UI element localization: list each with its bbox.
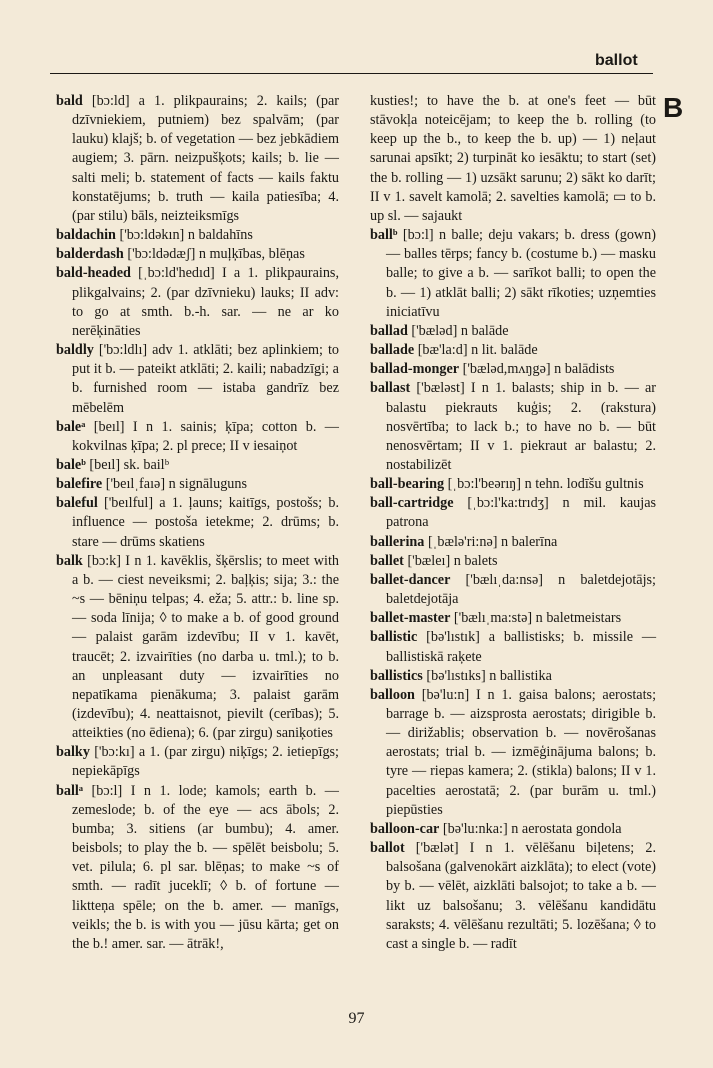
dictionary-entry <box>370 341 656 360</box>
dictionary-entry <box>56 264 339 341</box>
dictionary-entry <box>370 686 656 820</box>
entry-headword: ballᵃ <box>56 782 84 799</box>
entry-body: ['beılful] a 1. ļauns; kaitīgs, postošs; b. influence — postoša ietekme; 2. drūms; b. stare — drūms skatiens <box>72 495 339 550</box>
dictionary-entry <box>56 92 339 226</box>
dictionary-entry <box>370 571 656 609</box>
entry-body: ['bæləd] n balāde <box>411 322 509 339</box>
entry-body: [beıl] I n 1. sainis; ķīpa; cotton b. — kokvilnas ķīpa; 2. pl prece; II v iesaiņot <box>72 418 339 454</box>
entry-headword: ballet-master <box>370 610 451 627</box>
entry-body: ['beılˌfaıə] n signāluguns <box>105 476 248 493</box>
page-number: 97 <box>348 1010 365 1027</box>
dictionary-entry <box>370 533 656 552</box>
entry-body: [bɔ:ld] a 1. plikpaurains; 2. kails; (par dzīvniekiem, putniem) bez spalvām; (par lauku) klajš; b. of vegetation — bez jebkādiem augiem; 3. pārn. neizpušķots; kails; b. lie — salti meli; b. statement of facts — kails faktu konstatējums; b. truth — kaila patiesība; 4. (par stilu) bāls, neizteiksmīgs <box>72 93 339 224</box>
dictionary-entry <box>370 839 656 954</box>
entry-body: [bə'lıstık] a ballistisks; b. missile — ballistiskā raķete <box>386 629 657 665</box>
dictionary-entry <box>56 475 339 494</box>
entry-body: [ˌbælə'ri:nə] n balerīna <box>427 533 558 550</box>
entry-headword: ballad-monger <box>370 361 460 378</box>
entry-body: [bɔ:k] I n 1. kavēklis, šķērslis; to meet with a b. — ciest neveiksmi; 2. baļķis; sija; 3.: the ~s — bēniņu telpas; 4. eža; 5. attr.: b. line sp. — soda līnija; ◊ to make a b. of good ground — palaist garām izdevību; II v 1. kavēt, traucēt; 2. izvairīties (no darba u. tml.); to b. an unpleasant duty — izvairīties no nepatīkama pienākuma; 3. palaist garām (izdevību); 4. neattaisnot, pievilt (cerības); 5. atteikties (no ēdiena); 6. (par zirgu) saniķoties <box>72 552 339 742</box>
entry-body: ['bɔ:ldədæʃ] n muļķības, blēņas <box>127 246 305 263</box>
entry-body: [ˌbɔ:l'beərıŋ] n tehn. lodīšu gultnis <box>447 476 644 493</box>
dictionary-entry <box>370 226 656 322</box>
entry-body: ['bæləst] I n 1. balasts; ship in b. — ar balastu piekrauts kuģis; 2. (rakstura) nosvērtība; to lack b.; to have no b. — būt nenosvērtam; II v 1. piekraut ar balastu; 2. nostabilizēt <box>386 380 656 473</box>
dictionary-entry <box>56 245 339 264</box>
entry-headword: ballade <box>370 342 415 359</box>
right-column <box>370 92 656 954</box>
dictionary-entry <box>56 743 339 781</box>
entry-body: [bɔ:l] n balle; deju vakars; b. dress (gown) — balles tērps; fancy b. (costume b.) — masku balle; to give a b. — sarīkot balli; to open the b. — 1) atklāt balli; 2) sākt rīkoties; uzņemties iniciatīvu <box>386 227 656 320</box>
entry-body: [bæ'la:d] n lit. balāde <box>417 342 538 359</box>
running-head: ballot <box>595 52 638 69</box>
dictionary-entry <box>370 360 656 379</box>
entry-headword: balderdash <box>56 246 124 263</box>
dictionary-entry <box>370 494 656 532</box>
dictionary-entry <box>56 494 339 551</box>
dictionary-entry <box>56 552 339 744</box>
entry-headword: balefire <box>56 476 103 493</box>
entry-headword: ballast <box>370 380 411 397</box>
dictionary-entry <box>56 456 339 475</box>
dictionary-entry <box>56 418 339 456</box>
entry-body: ['bæleı] n balets <box>407 552 498 569</box>
dictionary-entry <box>56 782 339 954</box>
entry-headword: bald-headed <box>56 265 131 282</box>
dictionary-entry <box>370 628 656 666</box>
entry-body: kusties!; to have the b. at one's feet — būt stāvokļa noteicējam; to keep the b. rolling (to keep up the b., to keep the b. up) — 1) neļaut sarunai apsīkt; 2) turpināt ko iesāktu; to start (set) the b. rolling — 1) uzsākt sarunu; 2) sākt ko darīt; II v 1. savelt kamolā; 2. savelties kamolā; ▭ to b. up sl. — sajaukt <box>370 93 656 224</box>
entry-body: [bɔ:l] I n 1. lode; kamols; earth b. — zemeslode; b. of the eye — acs ābols; 2. bumba; 3. sitiens (ar bumbu); 4. amer. beisbols; to play the b. — spēlēt beisbolu; 5. vet. pilula; 6. pl sar. blēņas; to make ~s of smth. — radīt juceklī; ◊ b. of fortune — liktteņa spēle; on the b. amer. — manīgs, veikls; the b. is with you — jūsu kārta; get on the b.! amer. sar. — ātrāk!, <box>72 782 339 952</box>
entry-headword: ball-bearing <box>370 476 445 493</box>
entry-headword: baleᵇ <box>56 456 86 473</box>
entry-headword: baldly <box>56 342 94 359</box>
entry-headword: baleful <box>56 495 98 512</box>
entry-headword: ballistic <box>370 629 418 646</box>
entry-headword: ballot <box>370 840 405 857</box>
entry-headword: balloon-car <box>370 820 440 837</box>
entry-headword: ballet-dancer <box>370 571 451 588</box>
entry-body: ['bæləd,mʌŋgə] n balādists <box>462 361 615 378</box>
dictionary-entry <box>370 322 656 341</box>
entry-body: [ˌbɔ:ld'hedıd] I a 1. plikpaurains, plikgalvains; 2. (par dzīvnieku) lauks; II adv: to go at smth. b.-h. sar. — ne ar ko nerēķināties <box>72 265 340 339</box>
entry-headword: ballerina <box>370 533 425 550</box>
dictionary-entry <box>370 552 656 571</box>
dictionary-entry <box>56 341 339 418</box>
entry-body: ['bælıˌda:nsə] n baletdejotājs; baletdejotāja <box>386 571 656 608</box>
entry-body: ['bɔ:ldlı] adv 1. atklāti; bez aplinkiem; to put it b. — pateikt atklāti; 2. kaili; nabadzīgi; a b. furnished room — istaba gandrīz bez mēbelēm <box>72 342 339 416</box>
entry-body: ['bælıˌma:stə] n baletmeistars <box>453 610 622 627</box>
entry-headword: ballᵇ <box>370 227 398 244</box>
entry-body: [bə'lıstıks] n ballistika <box>426 667 552 684</box>
dictionary-entry <box>370 820 656 839</box>
entry-headword: ballet <box>370 552 404 569</box>
dictionary-entry <box>370 379 656 475</box>
entry-body: ['bɔ:kı] a 1. (par zirgu) niķīgs; 2. ietiepīgs; nepiekāpīgs <box>72 744 340 780</box>
dictionary-entry <box>370 667 656 686</box>
entry-headword: balloon <box>370 686 415 703</box>
dictionary-entry <box>56 226 339 245</box>
entry-headword: baldachin <box>56 227 116 244</box>
entry-body: [beıl] sk. bailᵇ <box>89 456 170 473</box>
entry-headword: balky <box>56 744 90 761</box>
header-rule <box>50 73 653 74</box>
dictionary-entry <box>370 475 656 494</box>
dictionary-entry <box>370 609 656 628</box>
entry-body: [bə'lu:nka:] n aerostata gondola <box>442 820 622 837</box>
entry-headword: ball-cartridge <box>370 495 454 512</box>
entry-headword: bald <box>56 93 83 109</box>
entry-headword: balk <box>56 552 83 569</box>
entry-headword: ballad <box>370 322 408 339</box>
entry-body: [bə'lu:n] I n 1. gaisa balons; aerostats; barrage b. — aizsprosta aerostats; dirigible b. — dirižablis; observation b. — novērošanas aerostats; trial b. — izmēģinājuma balons; b. tyre — riepas kamera; 2. (stikla) balons; II v 1. pacelties aerostatā; 2. (par burām u. tml.) piepūsties <box>386 686 657 818</box>
entry-headword: ballistics <box>370 667 423 684</box>
dictionary-entry <box>370 92 656 226</box>
entry-body: [ˌbɔ:l'ka:trıdʒ] n mil. kaujas patrona <box>386 495 657 531</box>
entry-body: ['bælət] I n 1. vēlēšanu biļetens; 2. balsošana (galvenokārt aizklāta); to elect (vote) by b. — vēlēt, aizklāti balsojot; to take a b. — likt uz balsošanu; 3. vēlēšanu kandidātu saraksts; 4. vēlēšanu rezultāti; 5. lozēšana; ◊ to cast a single b. — radīt <box>386 840 656 952</box>
left-column <box>56 92 339 954</box>
thumb-index-letter: B <box>663 92 684 123</box>
entry-headword: baleᵃ <box>56 418 86 435</box>
entry-body: ['bɔ:ldəkın] n baldahīns <box>119 227 253 244</box>
